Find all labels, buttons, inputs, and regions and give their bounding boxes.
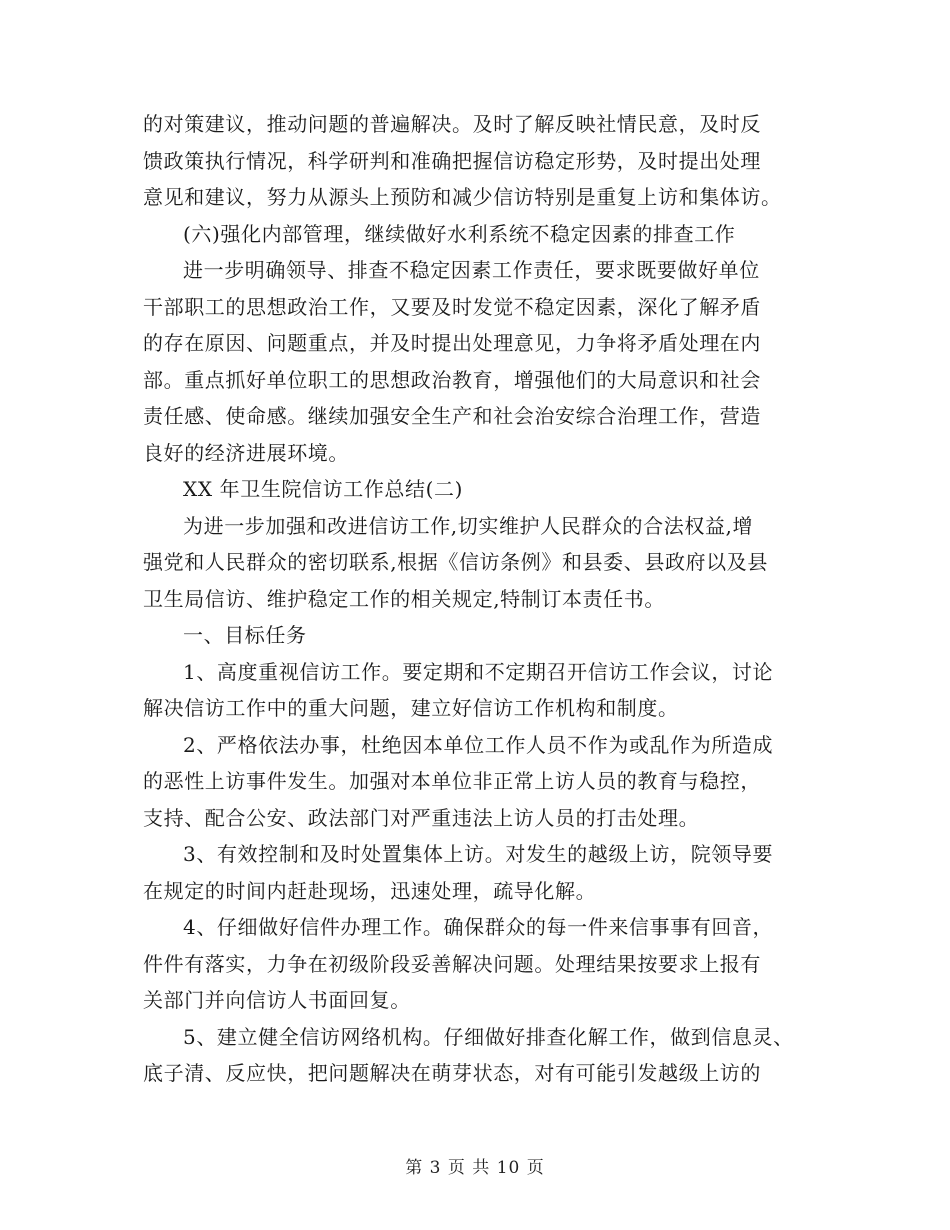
text-line: 强党和人民群众的密切联系,根据《信访条例》和县委、县政府以及县 xyxy=(143,550,768,574)
text-line: 为进一步加强和改进信访工作,切实维护人民群众的合法权益,增 xyxy=(183,513,754,538)
text-line: 责任感、使命感。继续加强安全生产和社会治安综合治理工作，营造 xyxy=(143,404,761,428)
text-line: 意见和建议，努力从源头上预防和减少信访特别是重复上访和集体访。 xyxy=(143,185,782,209)
text-line: 良好的经济进展环境。 xyxy=(143,440,349,465)
text-line: 底子清、反应快，把问题解决在萌芽状态，对有可能引发越级上访的 xyxy=(143,1061,761,1085)
text-line: 的存在原因、问题重点，并及时提出处理意见，力争将矛盾处理在内 xyxy=(143,331,761,355)
list-item-2: 2、严格依法办事，杜绝因本单位工作人员不作为或乱作为所造成 xyxy=(183,732,774,757)
list-item-5: 5、建立健全信访网络机构。仔细做好排查化解工作，做到信息灵、 xyxy=(183,1024,794,1049)
text-line: 干部职工的思想政治工作，又要及时发觉不稳定因素，深化了解矛盾 xyxy=(143,294,761,319)
text-line: 的对策建议，推动问题的普遍解决。及时了解反映社情民意，及时反 xyxy=(143,112,761,136)
list-item-3: 3、有效控制和及时处置集体上访。对发生的越级上访，院领导要 xyxy=(183,842,774,866)
text-line: 卫生局信访、维护稳定工作的相关规定,特制订本责任书。 xyxy=(143,586,665,611)
text-line: 进一步明确领导、排查不稳定因素工作责任，要求既要做好单位 xyxy=(183,258,760,282)
text-line: 在规定的时间内赶赴现场，迅速处理，疏导化解。 xyxy=(143,878,597,903)
text-line: 件件有落实，力争在初级阶段妥善解决问题。处理结果按要求上报有 xyxy=(143,951,761,976)
document-title: XX 年卫生院信访工作总结(二) xyxy=(183,477,464,501)
page-number-footer: 第 3 页 共 10 页 xyxy=(405,1158,545,1178)
text-line: 的恶性上访事件发生。加强对本单位非正常上访人员的教育与稳控， xyxy=(143,769,761,793)
text-line: 馈政策执行情况，科学研判和准确把握信访稳定形势，及时提出处理 xyxy=(143,148,761,173)
list-item-1: 1、高度重视信访工作。要定期和不定期召开信访工作会议，讨论 xyxy=(183,659,774,684)
text-line: 解决信访工作中的重大问题，建立好信访工作机构和制度。 xyxy=(143,696,679,720)
text-line: 关部门并向信访人书面回复。 xyxy=(143,988,411,1012)
list-item-4: 4、仔细做好信件办理工作。确保群众的每一件来信事事有回音， xyxy=(183,915,774,939)
section-heading: (六)强化内部管理，继续做好水利系统不稳定因素的排查工作 xyxy=(183,221,736,246)
section-heading: 一、目标任务 xyxy=(183,623,307,647)
text-line: 部。重点抓好单位职工的思想政治教育，增强他们的大局意识和社会 xyxy=(143,367,761,392)
document-body xyxy=(143,106,813,1092)
text-line: 支持、配合公安、政法部门对严重违法上访人员的打击处理。 xyxy=(143,805,700,830)
